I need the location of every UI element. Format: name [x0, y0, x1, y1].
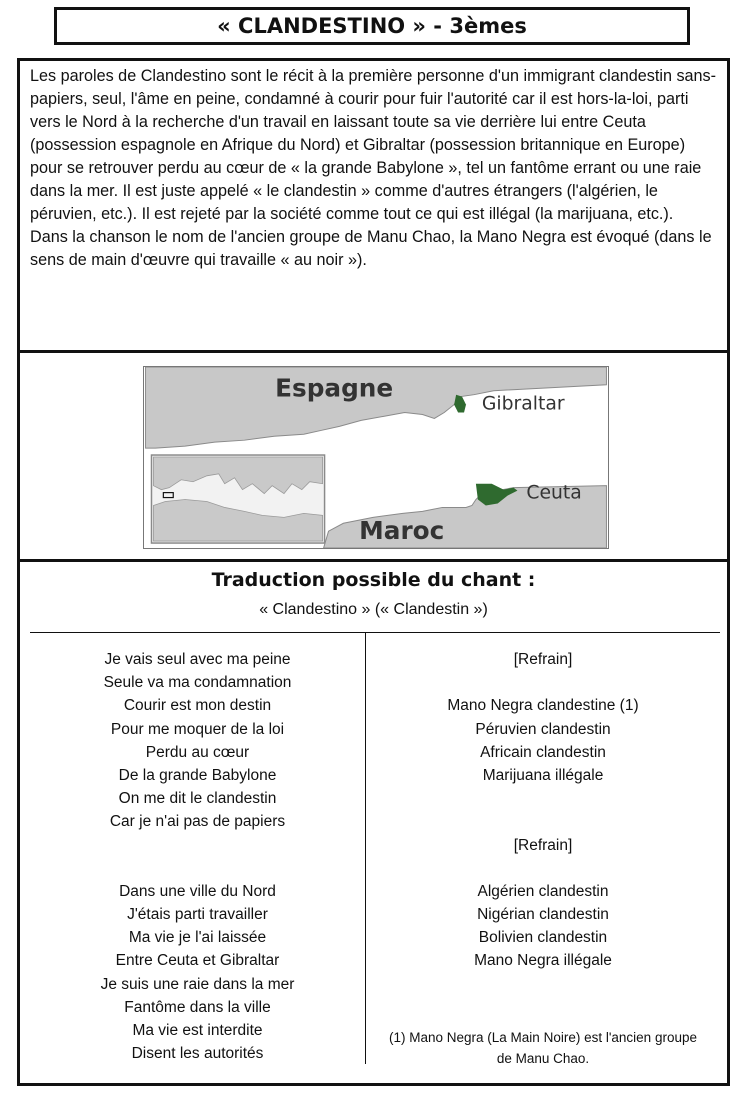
lyric-line: Bolivien clandestin — [478, 929, 608, 947]
lyric-line: Disent les autorités — [131, 1045, 264, 1063]
footnote: (1) Mano Negra (La Main Noire) est l'ancien groupe de Manu Chao. — [389, 1030, 697, 1066]
map-label-spain: Espagne — [275, 373, 394, 403]
translation-divider — [30, 632, 720, 633]
lyric-line: Mano Negra illégale — [474, 952, 612, 970]
lyric-line: Je vais seul avec ma peine — [104, 651, 291, 668]
lyric-line: Seule va ma condamnation — [103, 674, 292, 692]
lyric-line: Mano Negra clandestine (1) — [447, 697, 639, 715]
lyric-line: Péruvien clandestin — [475, 720, 611, 738]
content-frame — [17, 58, 730, 1086]
lyric-line: Perdu au cœur — [145, 743, 250, 761]
page-title: « CLANDESTINO » - 3èmes — [54, 7, 690, 45]
lyric-line: Entre Ceuta et Gibraltar — [115, 952, 280, 970]
lyric-line: Dans une ville du Nord — [119, 882, 276, 900]
lyric-line: Pour me moquer de la loi — [110, 720, 285, 738]
lyric-line: De la grande Babylone — [118, 766, 277, 784]
map-section — [20, 353, 727, 562]
stanza-gap — [30, 857, 365, 880]
stanza-gap — [366, 787, 720, 810]
intro-paragraph-1: Les paroles de Clandestino sont le récit à la première personne d'un immigrant clandestin sans-papiers, seul, l'âme en peine, condamné à courir pour fuir l'autorité car il est hors-la-loi, parti vers le Nord à la recherche d'un travail en laissant toute sa vie derrière lui entre Ceuta (possession espagnole en Afrique du Nord) et Gibraltar (possession britannique en Europe) pour se retrouver perdu au cœur de « la grande Babylone », tel un fantôme errant ou une raie dans la mer. Il est juste appelé « le clandestin » comme d'autres étrangers (l'algérien, le péruvien, etc.). Il est rejeté par la société comme tout ce qui est illégal (la marijuana, etc.). — [30, 67, 717, 223]
stanza-gap — [366, 810, 720, 833]
lyric-line: Ma vie je l'ai laissée — [128, 929, 267, 947]
lyric-line: Africain clandestin — [480, 743, 606, 761]
stanza-gap — [366, 857, 720, 880]
lyric-line: On me dit le clandestin — [118, 790, 277, 808]
map-label-morocco: Maroc — [359, 516, 445, 546]
stanza-gap — [366, 996, 720, 1019]
lyric-line: Fantôme dans la ville — [124, 998, 271, 1016]
intro-paragraph-2: Dans la chanson le nom de l'ancien groupe de Manu Chao, la Mano Negra est évoqué (dans le sens de main d'œuvre qui travaille « au noir »). — [30, 228, 712, 269]
map-label-ceuta: Ceuta — [526, 482, 582, 504]
lyric-line: Courir est mon destin — [123, 697, 272, 715]
stanza-gap — [366, 671, 720, 694]
lyrics-right-column — [366, 648, 720, 1069]
lyric-line: Car je n'ai pas de papiers — [109, 813, 286, 831]
intro-section — [20, 61, 727, 353]
lyric-line: J'étais parti travailler — [127, 906, 268, 924]
refrain-marker: [Refrain] — [513, 651, 573, 668]
stanza-gap — [30, 834, 365, 857]
lyric-line: Nigérian clandestin — [477, 906, 609, 924]
translation-subtitle: « Clandestino » (« Clandestin ») — [259, 601, 488, 618]
strait-of-gibraltar-map — [143, 366, 609, 549]
lyric-line: Je suis une raie dans la mer — [100, 975, 295, 993]
lyric-line: Ma vie est interdite — [132, 1022, 263, 1039]
lyric-line: Algérien clandestin — [477, 882, 609, 900]
lyrics-left-column — [30, 648, 365, 1065]
translation-section — [20, 565, 727, 1083]
stanza-gap — [366, 973, 720, 996]
refrain-marker: [Refrain] — [513, 836, 573, 854]
lyric-line: Marijuana illégale — [482, 766, 604, 784]
map-label-gibraltar: Gibraltar — [481, 393, 565, 415]
translation-title: Traduction possible du chant : — [211, 569, 536, 591]
